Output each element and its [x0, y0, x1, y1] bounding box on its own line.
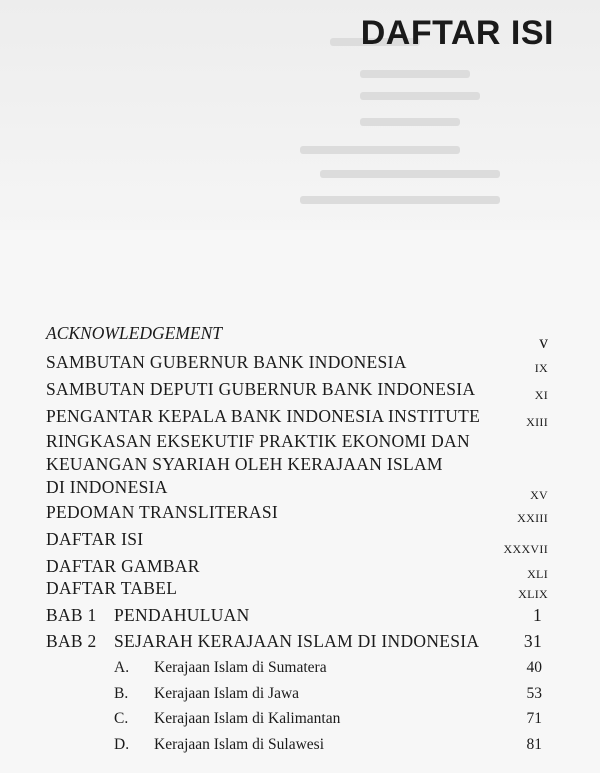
- page-title: DAFTAR ISI: [360, 14, 554, 52]
- toc-page-number: xli: [527, 562, 548, 582]
- section-title: Kerajaan Islam di Sulawesi: [154, 736, 325, 753]
- section-title: Kerajaan Islam di Jawa: [154, 685, 300, 702]
- toc-page-number: xv: [530, 483, 548, 503]
- section-letter: C.: [114, 710, 129, 727]
- section-title: Kerajaan Islam di Kalimantan: [154, 710, 341, 727]
- section-letter: B.: [114, 685, 129, 702]
- toc-entry-label-line: DI INDONESIA: [46, 477, 168, 497]
- toc-page-number: xlix: [518, 582, 548, 602]
- toc-entry-label: SAMBUTAN GUBERNUR BANK INDONESIA: [46, 352, 407, 372]
- section-title: Kerajaan Islam di Sumatera: [154, 659, 327, 676]
- toc-entry-label: PEDOMAN TRANSLITERASI: [46, 502, 279, 522]
- chapter-title: SEJARAH KERAJAAN ISLAM DI INDONESIA: [114, 631, 480, 651]
- toc-entry-label-line: RINGKASAN EKSEKUTIF PRAKTIK EKONOMI DAN: [46, 431, 470, 451]
- toc-entry-label: DAFTAR TABEL: [46, 578, 178, 598]
- toc-page-number: xi: [534, 383, 548, 403]
- toc-page-number: xxxvii: [503, 537, 548, 557]
- toc-page-number: ix: [534, 356, 548, 376]
- toc-page-number: 53: [526, 685, 542, 702]
- toc-page-number: 1: [532, 605, 542, 625]
- toc-entry-label: SAMBUTAN DEPUTI GUBERNUR BANK INDONESIA: [46, 379, 476, 399]
- toc-page-number: xiii: [526, 410, 548, 430]
- chapter-label: BAB 2: [46, 631, 97, 651]
- toc-entry-ringkasan: [46, 430, 548, 503]
- section-letter: D.: [114, 736, 130, 753]
- chapter-title: PENDAHULUAN: [114, 605, 250, 625]
- toc-page-number: xxiii: [517, 506, 548, 526]
- toc-page-number: 31: [523, 631, 542, 651]
- toc-page-number: v: [539, 332, 548, 352]
- toc-entry-label-line: KEUANGAN SYARIAH OLEH KERAJAAN ISLAM: [46, 454, 443, 474]
- chapter-label: BAB 1: [46, 605, 97, 625]
- toc-entry-label: DAFTAR GAMBAR: [46, 556, 200, 576]
- toc-entry-label: DAFTAR ISI: [46, 529, 144, 549]
- toc-entry-label: ACKNOWLEDGEMENT: [46, 323, 222, 343]
- toc-page-number: 40: [526, 659, 542, 676]
- toc-page-number: 81: [526, 736, 542, 753]
- toc-page-number: 71: [526, 710, 542, 727]
- section-letter: A.: [114, 659, 130, 676]
- toc-entry-label: PENGANTAR KEPALA BANK INDONESIA INSTITUTE: [46, 406, 481, 426]
